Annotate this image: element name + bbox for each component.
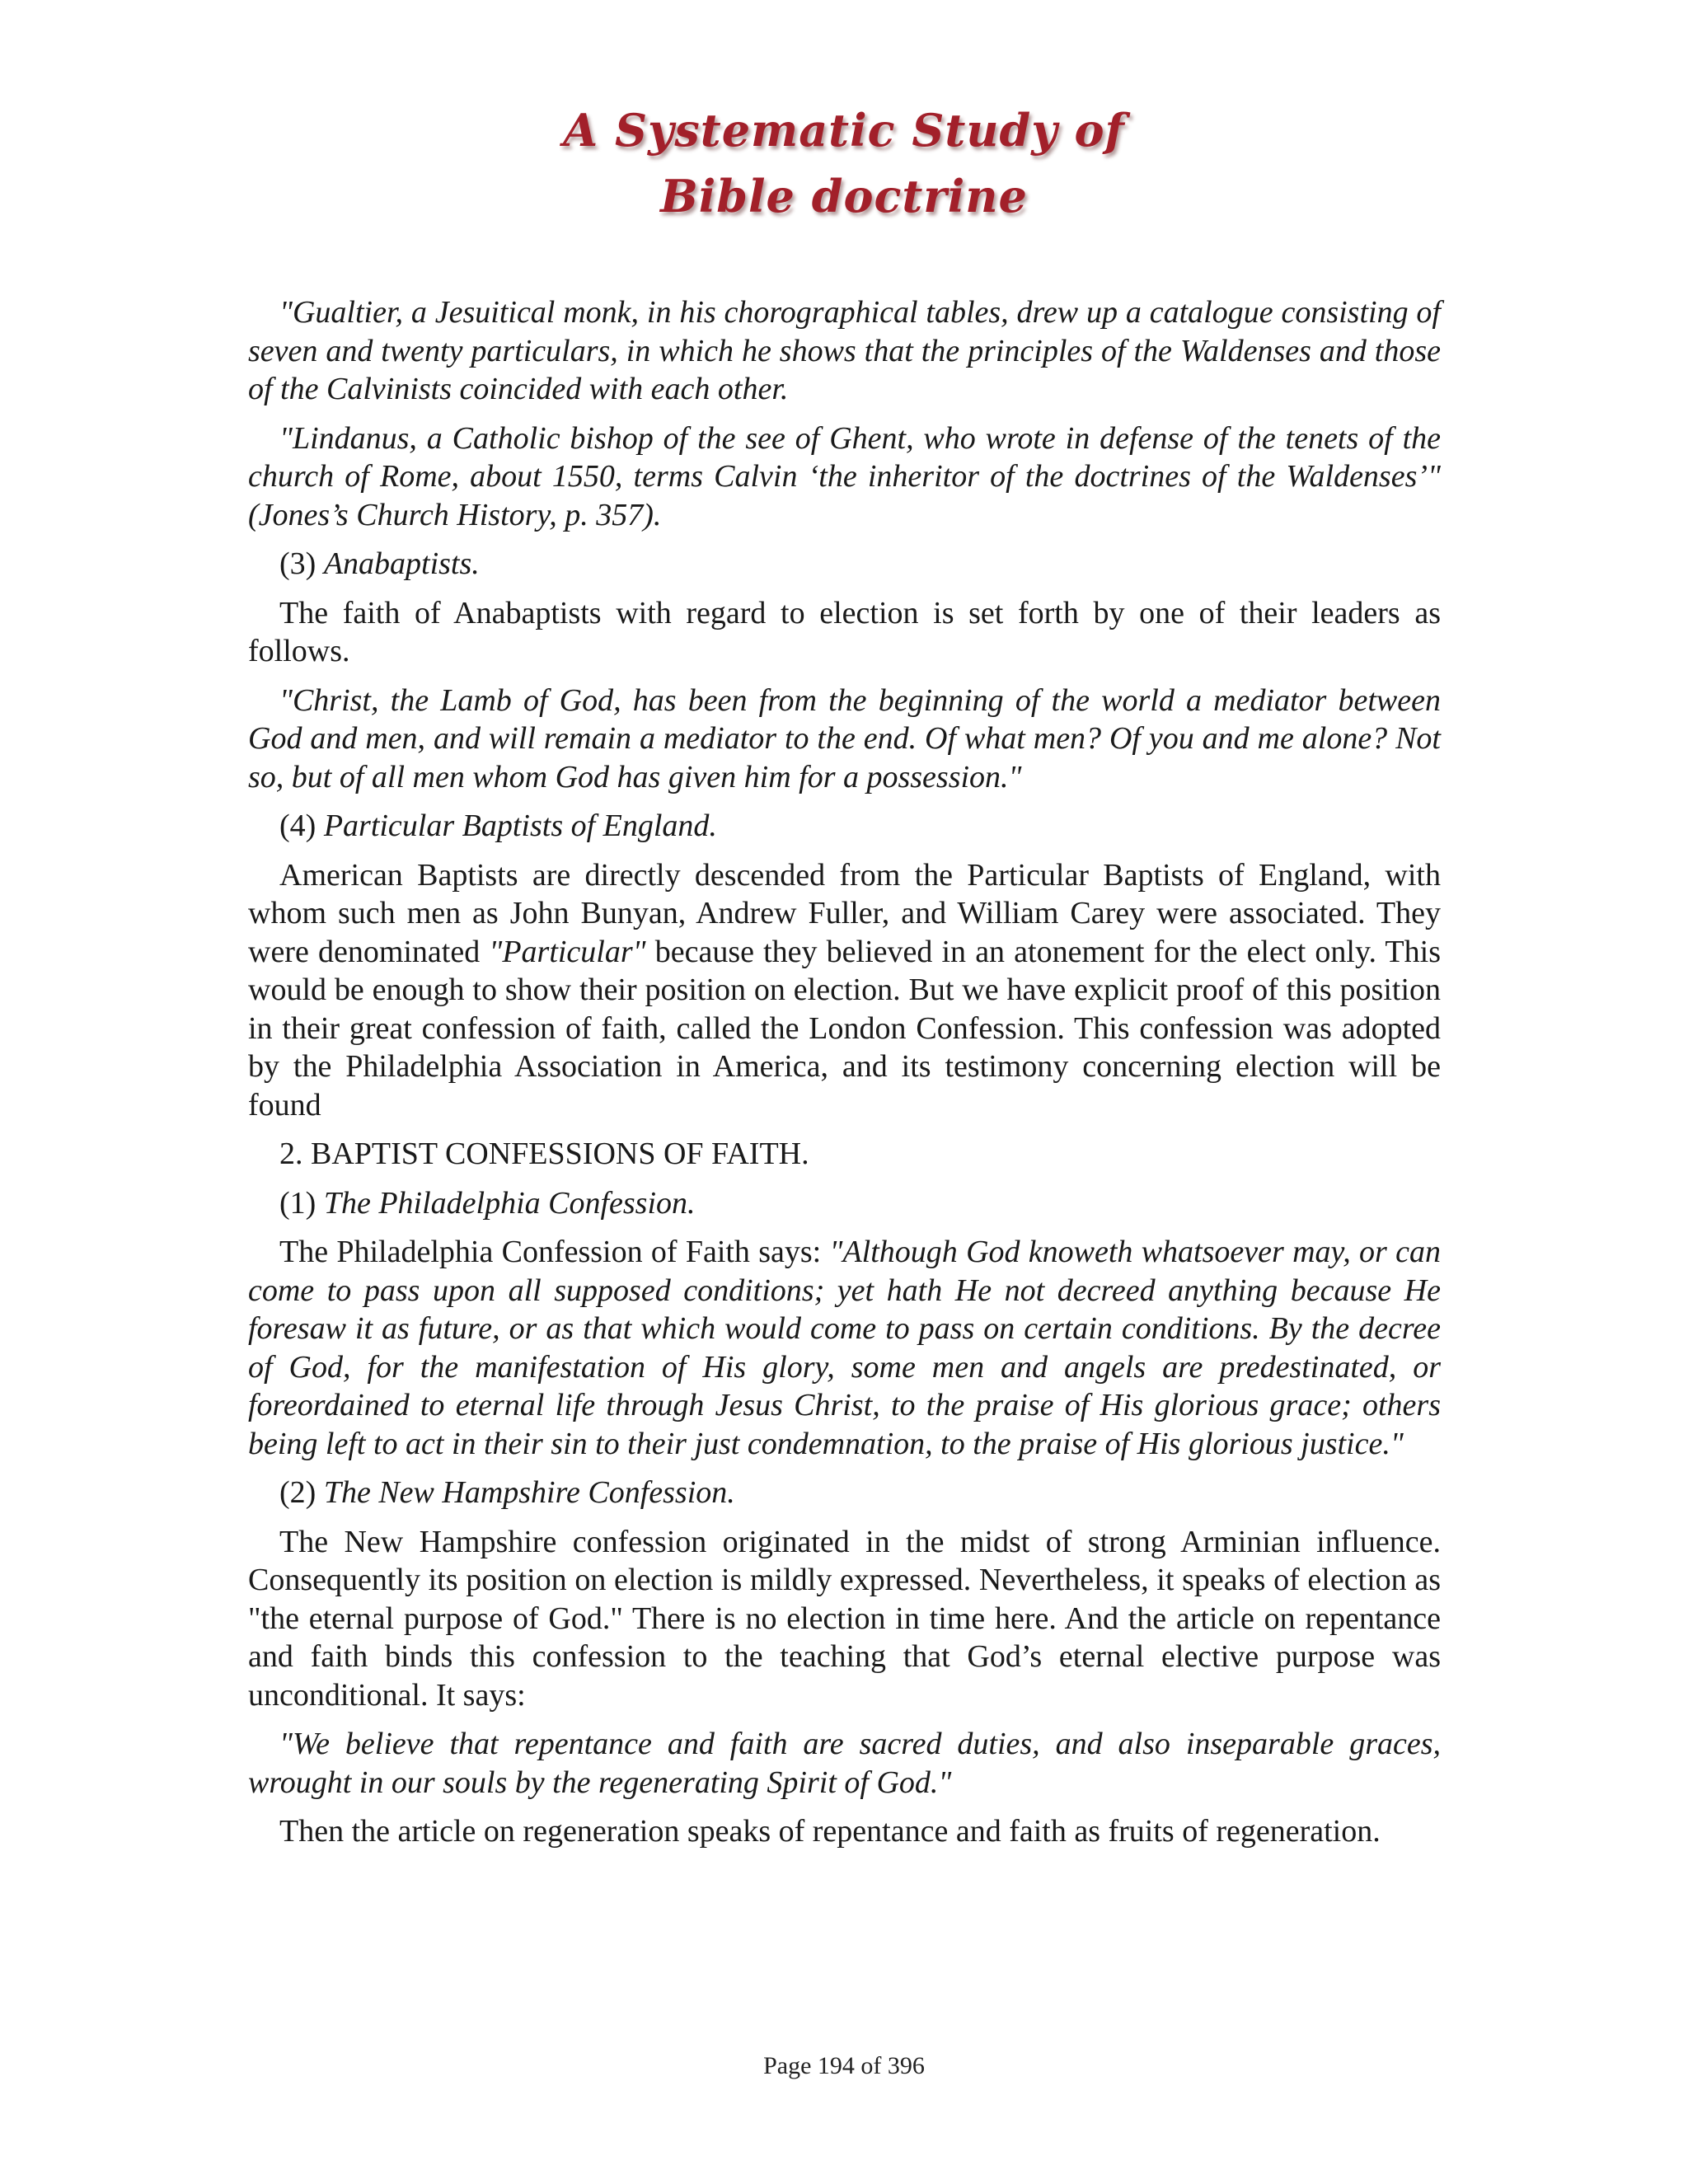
heading-number: (3) — [279, 546, 324, 581]
section-heading — [248, 1474, 1441, 1512]
heading-text: Particular Baptists of England. — [323, 808, 717, 843]
header-title-line2: Bible doctrine — [660, 170, 1028, 223]
paragraph-text: "Lindanus, a Catholic bishop of the see of Ghent, who wrote in defense of the tenets of the church of Rome, about 1550, terms Calvin ‘the inheritor of the doctrines of the Waldenses’" (Jones’s Church History, p. 357). — [248, 420, 1441, 532]
paragraph-quote: "Although God knoweth whatsoever may, or can come to pass upon all supposed conditions; yet hath He not decreed anything because He foresaw it as future, or as that which would come to pass on certain conditions. By the decree of God, for the manifestation of His glory, some men and angels are predestinated, or foreordained to eternal life through Jesus Christ, to the praise of His glorious grace; others being left to act in their sin to their just condemnation, to the praise of His glorious justice." — [248, 1235, 1441, 1461]
paragraph-text: The New Hampshire confession originated in the midst of strong Arminian influence. Consequently its position on election is mildly expressed. Nevertheless, it speaks of election as "the eternal purpose of God." There is no election in time here. And the article on repentance and faith binds this confession to the teaching that God’s eternal elective purpose was unconditional. It says: — [248, 1524, 1441, 1713]
page-header-title — [0, 97, 1688, 229]
paragraph-text: Then the article on regeneration speaks of repentance and faith as fruits of regeneration. — [279, 1814, 1381, 1849]
quote-paragraph — [248, 682, 1441, 797]
paragraph — [248, 856, 1441, 1125]
heading-text: The New Hampshire Confession. — [323, 1475, 735, 1510]
paragraph — [248, 419, 1441, 535]
section-heading — [248, 545, 1441, 583]
paragraph-text: "We believe that repentance and faith are sacred duties, and also inseparable graces, wrought in our souls by the regenerating Spirit of God." — [248, 1727, 1441, 1800]
paragraph-emphasis: "Particular" — [489, 934, 646, 969]
heading-number: (1) — [279, 1185, 324, 1221]
document-body — [248, 293, 1441, 1862]
heading-text: 2. BAPTIST CONFESSIONS OF FAITH. — [279, 1137, 809, 1171]
paragraph-text: because they believed in an atonement for the elect only. This would be enough to show their position on election. But we have explicit proof of this position in their great confession of faith, called the London Confession. This confession was adopted by the Philadelphia Association in America, and its testimony concerning election will be found — [248, 934, 1441, 1122]
paragraph-text: The Philadelphia Confession of Faith says: — [279, 1235, 830, 1269]
paragraph — [248, 1523, 1441, 1715]
heading-text: Anabaptists. — [323, 546, 480, 581]
section-heading — [248, 1135, 1441, 1174]
heading-number: (4) — [279, 808, 324, 843]
section-heading — [248, 807, 1441, 846]
quote-paragraph — [248, 1725, 1441, 1802]
paragraph-text: "Gualtier, a Jesuitical monk, in his chorographical tables, drew up a catalogue consisting of seven and twenty particulars, in which he shows that the principles of the Waldenses and those of the Calvinists coincided with each other. — [248, 295, 1441, 406]
page-number: Page 194 of 396 — [763, 2052, 925, 2079]
paragraph-text: American Baptists are directly descended from the Particular Baptists of England, with whom such men as John Bunyan, Andrew Fuller, and William Carey were associated. They were denominated — [248, 857, 1441, 969]
heading-number: (2) — [279, 1475, 324, 1510]
paragraph-text: "Christ, the Lamb of God, has been from the beginning of the world a mediator between God and men, and will remain a mediator to the end. Of what men? Of you and me alone? Not so, but of all men whom God has given him for a possession." — [248, 682, 1441, 794]
heading-text: The Philadelphia Confession. — [323, 1185, 696, 1221]
paragraph — [248, 293, 1441, 409]
paragraph-text: The faith of Anabaptists with regard to election is set forth by one of their leaders as follows. — [248, 595, 1441, 668]
paragraph — [248, 1812, 1441, 1851]
header-title-line1: A Systematic Study of — [563, 104, 1125, 157]
section-heading — [248, 1184, 1441, 1223]
paragraph — [248, 1233, 1441, 1463]
paragraph — [248, 594, 1441, 671]
